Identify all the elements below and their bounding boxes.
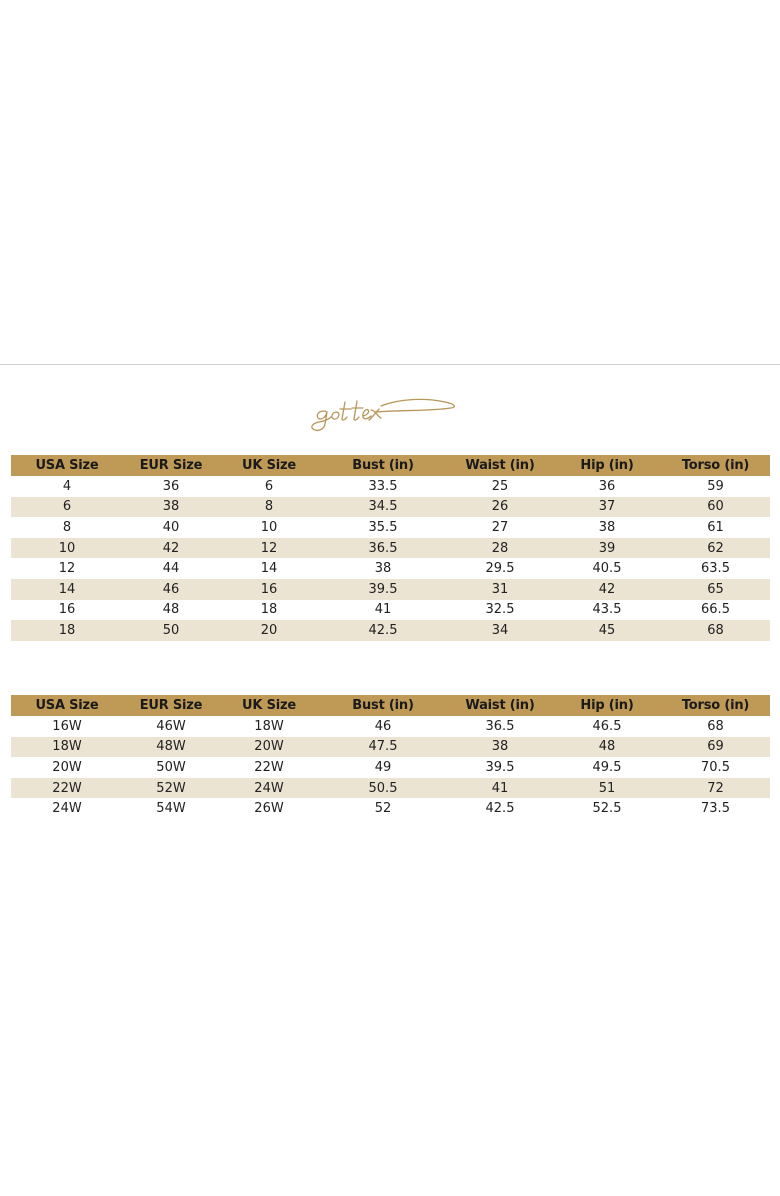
cell-hip: 40.5 [553, 558, 661, 579]
cell-hip: 37 [553, 497, 661, 518]
table-row [11, 600, 770, 621]
cell-eur-size: 46 [123, 579, 219, 600]
cell-uk-size: 12 [219, 538, 319, 559]
cell-eur-size: 42 [123, 538, 219, 559]
cell-usa-size: 20W [11, 757, 123, 778]
header-bust: Bust (in) [319, 695, 447, 716]
cell-bust: 52 [319, 798, 447, 819]
cell-hip: 42 [553, 579, 661, 600]
cell-usa-size: 14 [11, 579, 123, 600]
cell-uk-size: 16 [219, 579, 319, 600]
cell-waist: 29.5 [447, 558, 553, 579]
cell-hip: 49.5 [553, 757, 661, 778]
table-header-row [11, 695, 770, 716]
header-waist: Waist (in) [447, 455, 553, 476]
cell-eur-size: 52W [123, 778, 219, 799]
cell-torso: 65 [661, 579, 770, 600]
cell-bust: 50.5 [319, 778, 447, 799]
cell-waist: 26 [447, 497, 553, 518]
header-uk-size: UK Size [219, 695, 319, 716]
cell-bust: 34.5 [319, 497, 447, 518]
cell-uk-size: 6 [219, 476, 319, 497]
cell-usa-size: 8 [11, 517, 123, 538]
header-hip: Hip (in) [553, 455, 661, 476]
table-row [11, 538, 770, 559]
cell-waist: 34 [447, 620, 553, 641]
top-divider [0, 364, 780, 365]
cell-uk-size: 18W [219, 716, 319, 737]
header-waist: Waist (in) [447, 695, 553, 716]
cell-eur-size: 48 [123, 600, 219, 621]
cell-torso: 61 [661, 517, 770, 538]
cell-waist: 41 [447, 778, 553, 799]
cell-eur-size: 50W [123, 757, 219, 778]
cell-bust: 46 [319, 716, 447, 737]
table-row [11, 497, 770, 518]
cell-waist: 27 [447, 517, 553, 538]
cell-eur-size: 38 [123, 497, 219, 518]
cell-torso: 59 [661, 476, 770, 497]
table-row [11, 737, 770, 758]
cell-usa-size: 18W [11, 737, 123, 758]
cell-torso: 63.5 [661, 558, 770, 579]
cell-uk-size: 18 [219, 600, 319, 621]
table-row [11, 620, 770, 641]
cell-hip: 38 [553, 517, 661, 538]
table-row [11, 517, 770, 538]
cell-hip: 48 [553, 737, 661, 758]
header-usa-size: USA Size [11, 455, 123, 476]
cell-hip: 39 [553, 538, 661, 559]
cell-usa-size: 16W [11, 716, 123, 737]
header-uk-size: UK Size [219, 455, 319, 476]
cell-uk-size: 22W [219, 757, 319, 778]
cell-uk-size: 8 [219, 497, 319, 518]
cell-usa-size: 10 [11, 538, 123, 559]
cell-bust: 49 [319, 757, 447, 778]
cell-torso: 70.5 [661, 757, 770, 778]
cell-torso: 68 [661, 716, 770, 737]
header-hip: Hip (in) [553, 695, 661, 716]
table-row [11, 579, 770, 600]
cell-torso: 69 [661, 737, 770, 758]
table-row [11, 476, 770, 497]
cell-bust: 38 [319, 558, 447, 579]
cell-waist: 31 [447, 579, 553, 600]
cell-uk-size: 24W [219, 778, 319, 799]
cell-waist: 39.5 [447, 757, 553, 778]
cell-waist: 28 [447, 538, 553, 559]
cell-usa-size: 4 [11, 476, 123, 497]
cell-eur-size: 46W [123, 716, 219, 737]
cell-bust: 36.5 [319, 538, 447, 559]
cell-eur-size: 50 [123, 620, 219, 641]
cell-hip: 52.5 [553, 798, 661, 819]
header-usa-size: USA Size [11, 695, 123, 716]
cell-bust: 35.5 [319, 517, 447, 538]
cell-hip: 43.5 [553, 600, 661, 621]
cell-hip: 36 [553, 476, 661, 497]
cell-eur-size: 48W [123, 737, 219, 758]
cell-waist: 38 [447, 737, 553, 758]
table-row [11, 757, 770, 778]
cell-waist: 36.5 [447, 716, 553, 737]
cell-torso: 68 [661, 620, 770, 641]
cell-torso: 62 [661, 538, 770, 559]
cell-eur-size: 54W [123, 798, 219, 819]
cell-torso: 73.5 [661, 798, 770, 819]
cell-usa-size: 18 [11, 620, 123, 641]
cell-torso: 66.5 [661, 600, 770, 621]
header-bust: Bust (in) [319, 455, 447, 476]
cell-torso: 72 [661, 778, 770, 799]
cell-uk-size: 20 [219, 620, 319, 641]
cell-eur-size: 36 [123, 476, 219, 497]
cell-usa-size: 6 [11, 497, 123, 518]
women-size-table [11, 455, 770, 641]
cell-usa-size: 24W [11, 798, 123, 819]
cell-usa-size: 12 [11, 558, 123, 579]
cell-uk-size: 10 [219, 517, 319, 538]
cell-usa-size: 22W [11, 778, 123, 799]
table-header-row [11, 455, 770, 476]
table-row [11, 716, 770, 737]
cell-bust: 42.5 [319, 620, 447, 641]
header-torso: Torso (in) [661, 695, 770, 716]
cell-hip: 51 [553, 778, 661, 799]
cell-torso: 60 [661, 497, 770, 518]
cell-eur-size: 44 [123, 558, 219, 579]
cell-waist: 25 [447, 476, 553, 497]
cell-waist: 42.5 [447, 798, 553, 819]
header-torso: Torso (in) [661, 455, 770, 476]
gottex-logo [305, 392, 465, 438]
table-row [11, 798, 770, 819]
header-eur-size: EUR Size [123, 455, 219, 476]
header-eur-size: EUR Size [123, 695, 219, 716]
cell-usa-size: 16 [11, 600, 123, 621]
cell-bust: 39.5 [319, 579, 447, 600]
table-row [11, 778, 770, 799]
cell-uk-size: 26W [219, 798, 319, 819]
cell-waist: 32.5 [447, 600, 553, 621]
cell-eur-size: 40 [123, 517, 219, 538]
table-row [11, 558, 770, 579]
cell-uk-size: 20W [219, 737, 319, 758]
cell-bust: 47.5 [319, 737, 447, 758]
plus-size-table [11, 695, 770, 819]
cell-bust: 41 [319, 600, 447, 621]
cell-uk-size: 14 [219, 558, 319, 579]
cell-hip: 45 [553, 620, 661, 641]
cell-hip: 46.5 [553, 716, 661, 737]
cell-bust: 33.5 [319, 476, 447, 497]
